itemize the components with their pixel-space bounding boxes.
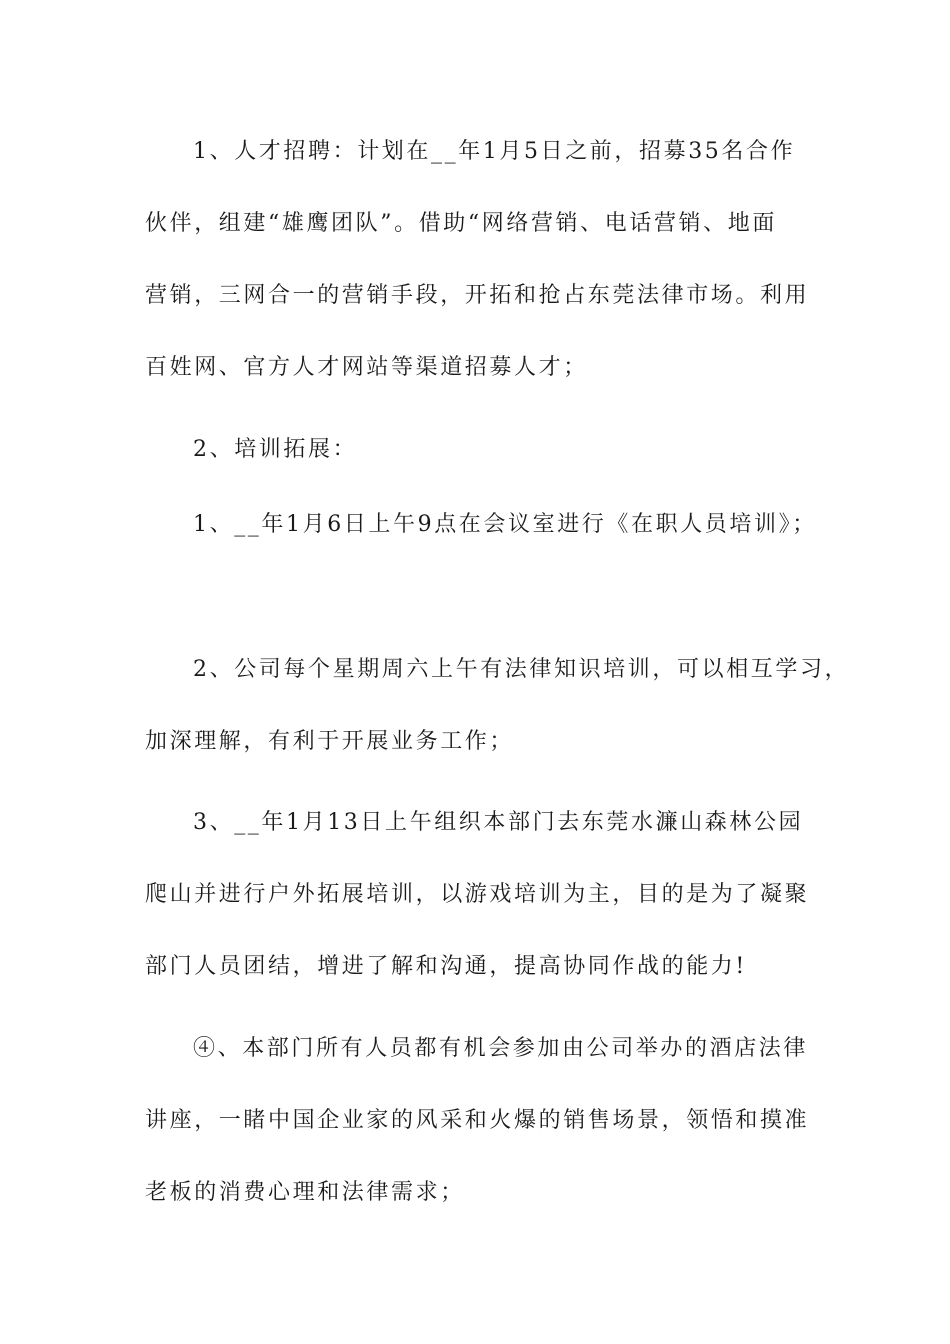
text-line: 讲座，一睹中国企业家的风采和火爆的销售场景，领悟和摸准 xyxy=(145,1108,810,1133)
text-line: 2、公司每个星期周六上午有法律知识培训，可以相互学习， xyxy=(193,657,850,682)
paragraph-training-item-2 xyxy=(145,634,850,778)
paragraph-training-item-1 xyxy=(145,489,817,561)
text-line: 1、__年1月6日上午9点在会议室进行《在职人员培训》； xyxy=(193,512,817,537)
text-line: 营销，三网合一的营销手段，开拓和抢占东莞法律市场。利用 xyxy=(145,283,810,308)
text-line: 伙伴，组建“雄鹰团队”。借助“网络营销、电话营销、地面 xyxy=(145,211,777,236)
paragraph-training-item-3 xyxy=(145,787,810,1003)
paragraph-talent-recruitment xyxy=(145,116,810,404)
text-line: 1、人才招聘：计划在__年1月5日之前，招募35名合作 xyxy=(193,139,796,164)
paragraph-training-item-4 xyxy=(145,1013,810,1229)
text-line: 3、__年1月13日上午组织本部门去东莞水濂山森林公园 xyxy=(193,810,804,835)
paragraph-training-heading xyxy=(145,414,810,486)
text-line: 百姓网、官方人才网站等渠道招募人才； xyxy=(145,355,588,380)
text-line: 2、培训拓展： xyxy=(193,437,358,462)
text-line: 老板的消费心理和法律需求； xyxy=(145,1180,465,1205)
text-line: 爬山并进行户外拓展培训，以游戏培训为主，目的是为了凝聚 xyxy=(145,882,810,907)
text-line: ④、本部门所有人员都有机会参加由公司举办的酒店法律 xyxy=(193,1036,809,1061)
text-line: 部门人员团结，增进了解和沟通，提高协同作战的能力! xyxy=(145,954,747,979)
text-line: 加深理解，有利于开展业务工作； xyxy=(145,729,515,754)
